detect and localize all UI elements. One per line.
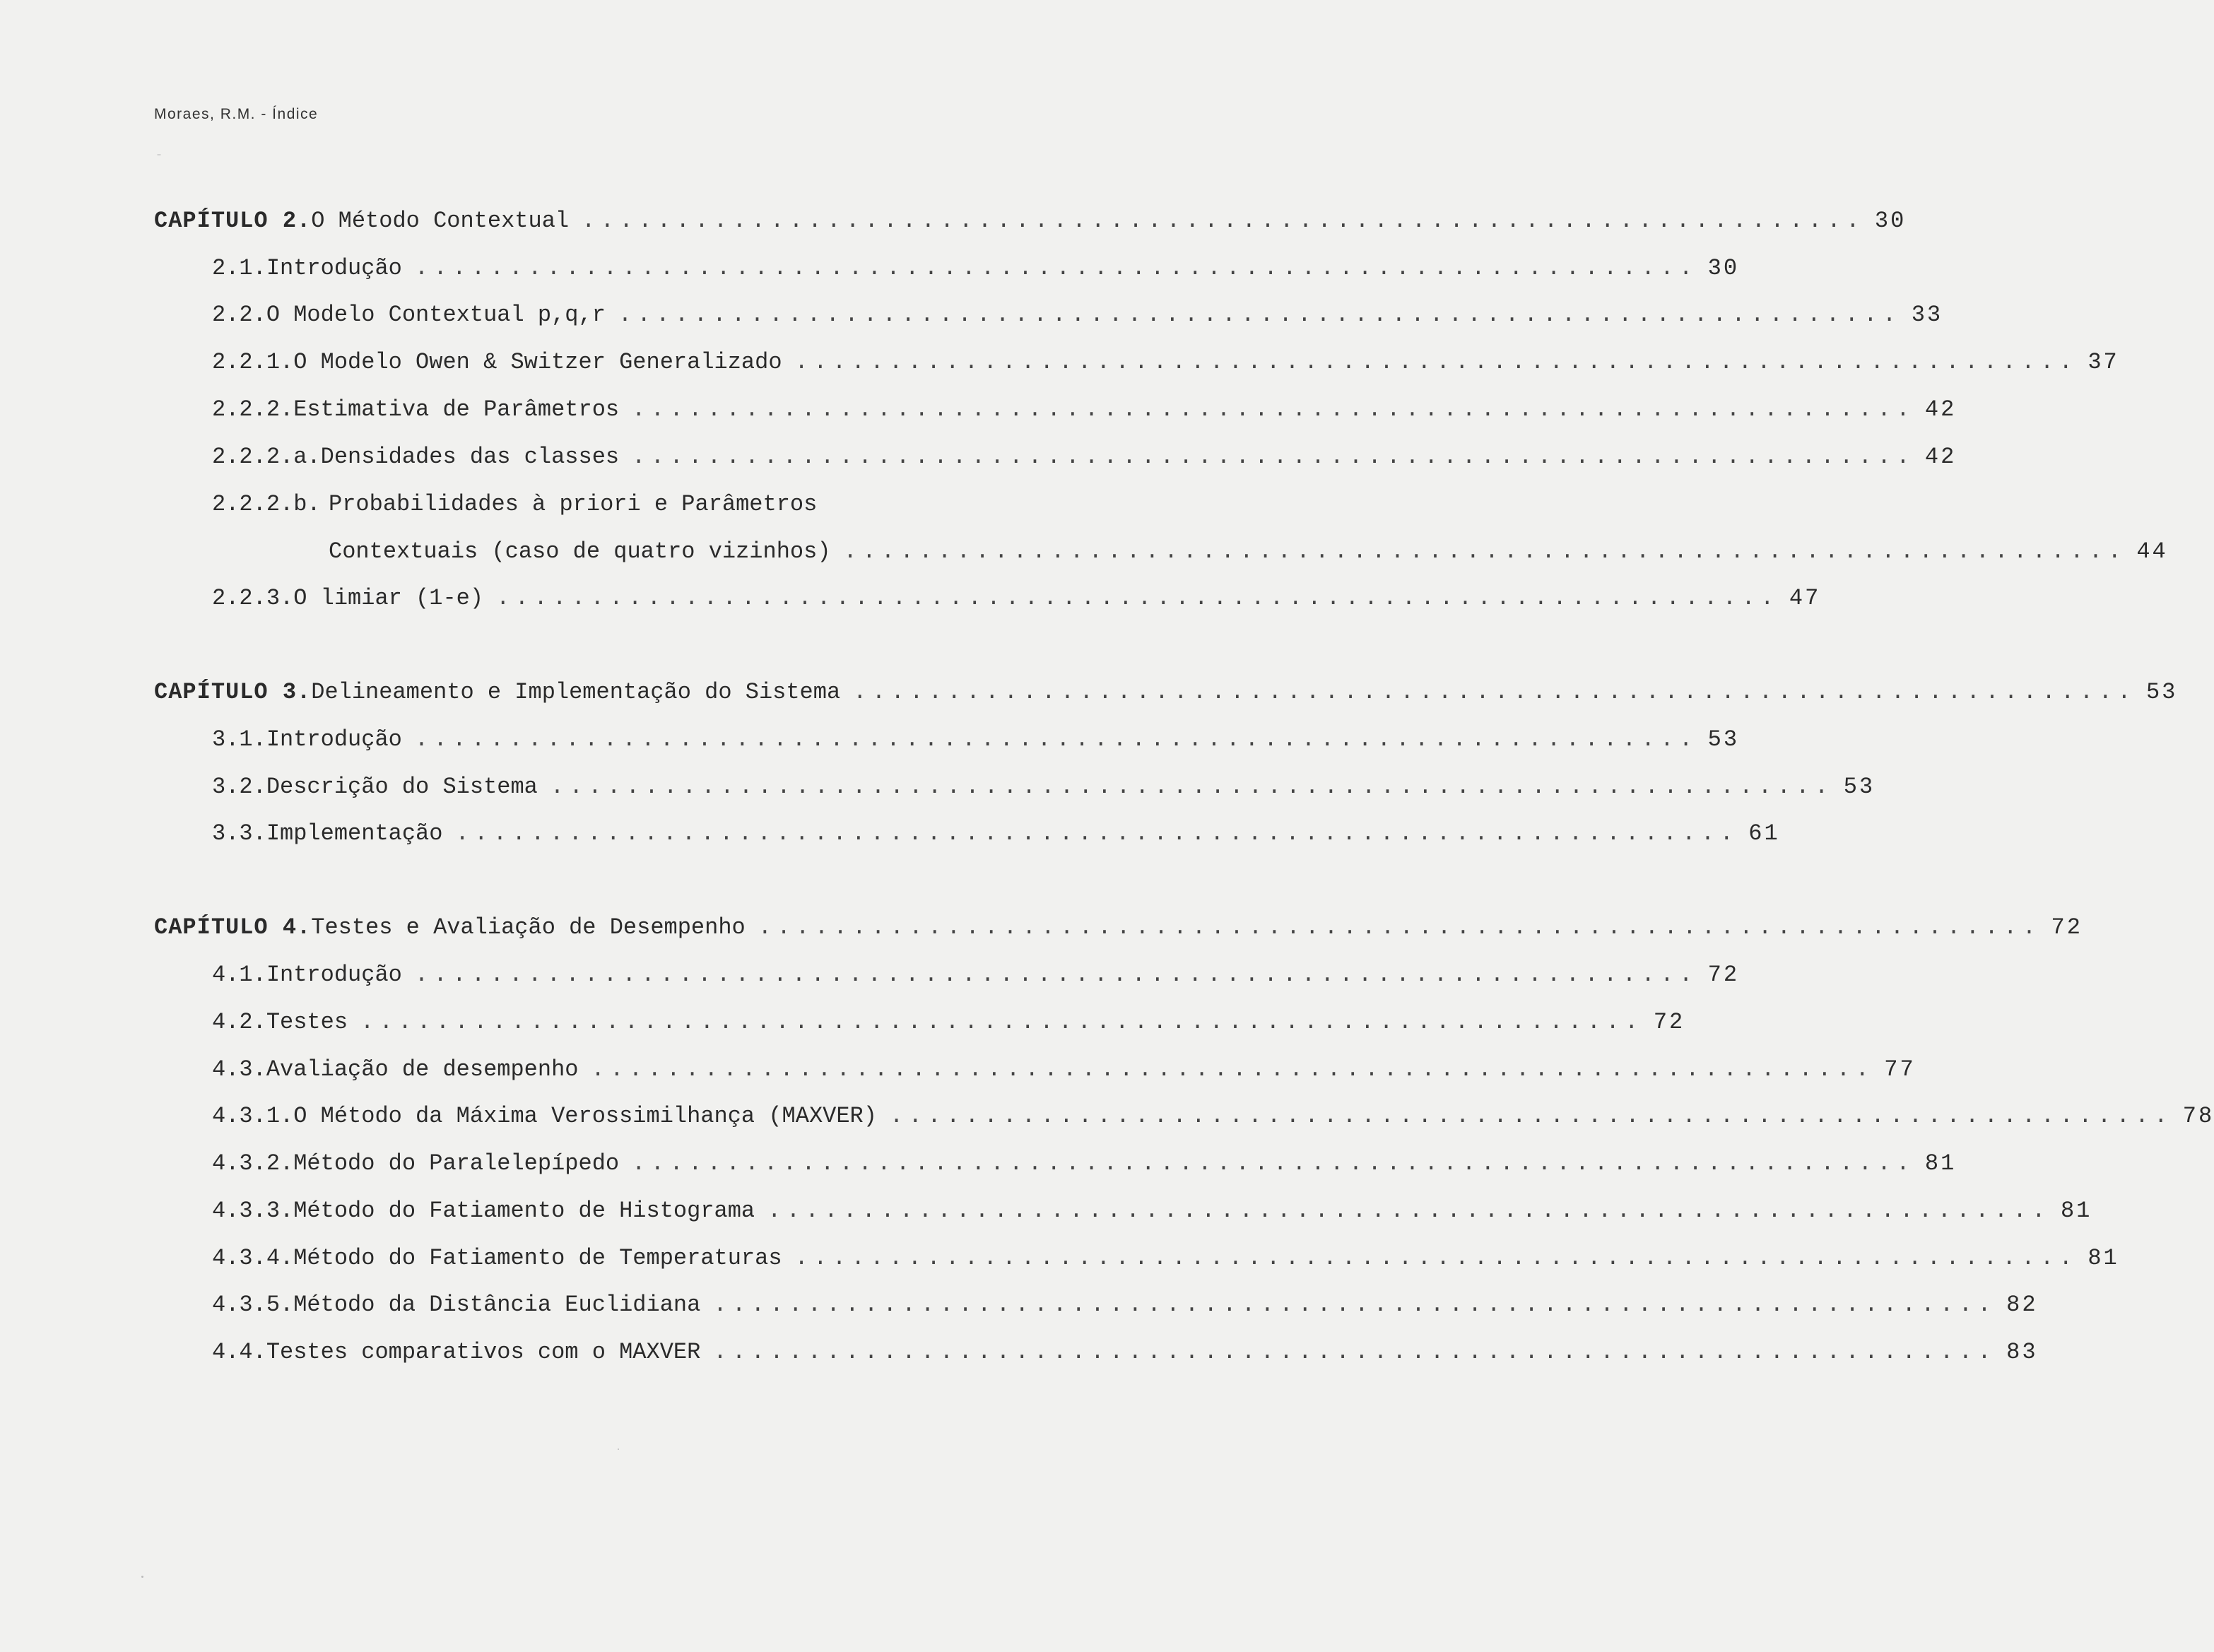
entry-page: 83 [2006, 1339, 2038, 1365]
toc-entry-continuation [329, 538, 2168, 566]
entry-title: O Método da Máxima Verossimilhança (MAXVER) [293, 1103, 877, 1129]
leader-dots: .................................................................... [758, 914, 2042, 940]
toc-entry [212, 1056, 1916, 1084]
leader-dots: .................................................................... [455, 820, 1739, 846]
leader-dots: .................................................................... [550, 774, 1834, 800]
entry-title: Testes comparativos com o MAXVER [266, 1339, 701, 1365]
entry-number: 3.1. [212, 726, 266, 753]
entry-title: Método da Distância Euclidiana [293, 1292, 701, 1318]
entry-title: Testes [266, 1009, 348, 1035]
entry-title: Introdução [266, 255, 402, 281]
entry-title: O Método Contextual [311, 208, 570, 234]
entry-title: O limiar (1-e) [293, 585, 484, 611]
leader-dots: .................................................................... [591, 1056, 1875, 1082]
entry-page: 53 [1843, 774, 1876, 800]
toc-entry [212, 443, 1957, 471]
entry-page: 53 [2145, 679, 2178, 705]
entry-number: 2.2.2.b. [212, 491, 321, 517]
toc-entry [212, 1197, 2092, 1225]
entry-number: 4.3. [212, 1056, 266, 1082]
toc-entry [212, 1008, 1685, 1037]
entry-page: 72 [2051, 914, 2083, 940]
entry-number: 4.3.1. [212, 1103, 294, 1129]
entry-title: Densidades das classes [320, 444, 620, 470]
entry-title: Método do Paralelepípedo [293, 1150, 620, 1176]
leader-dots: .................................................................... [632, 396, 1915, 423]
leader-dots: .................................................................... [843, 538, 2127, 565]
entry-title-continuation: Contextuais (caso de quatro vizinhos) [329, 538, 831, 565]
entry-number: CAPÍTULO 4. [154, 914, 312, 940]
entry-page: 82 [2006, 1292, 2038, 1318]
toc-entry [212, 820, 1780, 848]
entry-number: 2.2.2. [212, 396, 294, 423]
leader-dots: .................................................................... [414, 726, 1698, 753]
entry-page: 33 [1911, 302, 1943, 328]
toc-entry [212, 490, 1046, 519]
entry-number: 2.2.1. [212, 349, 294, 375]
entry-title: Método do Fatiamento de Histograma [293, 1198, 755, 1224]
toc-entry [212, 254, 1740, 283]
entry-page: 81 [1924, 1150, 1957, 1176]
entry-page: 42 [1924, 396, 1957, 423]
toc-entry [212, 726, 1740, 754]
toc-entry-chapter [154, 207, 1907, 235]
leader-dots: .................................................................... [496, 585, 1779, 611]
leader-dots: .................................................................... [582, 208, 1865, 234]
entry-title: Introdução [266, 726, 402, 753]
leader-dots: .................................................................... [632, 444, 1915, 470]
leader-dots: .................................................................... [414, 962, 1698, 988]
leader-dots: .................................................................... [632, 1150, 1915, 1176]
entry-page: 37 [2088, 349, 2119, 375]
leader-dots: .................................................................... [794, 1245, 2078, 1271]
entry-number: CAPÍTULO 2. [154, 208, 312, 234]
entry-title: Implementação [266, 820, 443, 846]
entry-number: 2.2. [212, 302, 266, 328]
entry-number: 3.3. [212, 820, 266, 846]
leader-dots: .................................................................... [794, 349, 2078, 375]
toc-entry [212, 301, 1943, 329]
leader-dots: .................................................................... [889, 1103, 2173, 1129]
toc-entry [212, 1244, 2119, 1273]
paper-speck [141, 1576, 143, 1578]
toc-entry [212, 961, 1740, 989]
entry-number: 4.1. [212, 962, 266, 988]
entry-number: 2.1. [212, 255, 266, 281]
leader-dots: .................................................................... [713, 1292, 1997, 1318]
toc-entry [212, 348, 2119, 377]
leader-dots: .................................................................... [360, 1009, 1644, 1035]
entry-title: Método do Fatiamento de Temperaturas [293, 1245, 782, 1271]
entry-number: 2.2.2.a. [212, 444, 321, 470]
toc-entry [212, 396, 1957, 424]
entry-number: CAPÍTULO 3. [154, 679, 312, 705]
entry-page: 61 [1748, 820, 1780, 846]
entry-title: O Modelo Contextual p,q,r [266, 302, 606, 328]
entry-page: 81 [2060, 1198, 2092, 1224]
toc-entry [212, 1102, 2214, 1131]
entry-number: 2.2.3. [212, 585, 294, 611]
entry-title: Probabilidades à priori e Parâmetros [329, 491, 818, 517]
entry-page: 30 [1874, 208, 1907, 234]
entry-number: 4.4. [212, 1339, 266, 1365]
entry-page: 81 [2088, 1245, 2119, 1271]
entry-title: Descrição do Sistema [266, 774, 538, 800]
paper-speck [157, 154, 161, 155]
paper-speck [618, 1449, 619, 1450]
entry-page: 78 [2182, 1103, 2214, 1129]
entry-number: 4.3.2. [212, 1150, 294, 1176]
entry-page: 47 [1789, 585, 1821, 611]
leader-dots: .................................................................... [767, 1198, 2051, 1224]
entry-title: Introdução [266, 962, 402, 988]
toc-entry [212, 584, 1821, 613]
leader-dots: .................................................................... [713, 1339, 1997, 1365]
leader-dots: .................................................................... [414, 255, 1698, 281]
entry-number: 3.2. [212, 774, 266, 800]
entry-page: 53 [1707, 726, 1740, 753]
entry-number: 4.3.4. [212, 1245, 294, 1271]
entry-page: 72 [1707, 962, 1740, 988]
entry-number: 4.3.3. [212, 1198, 294, 1224]
entry-title: O Modelo Owen & Switzer Generalizado [293, 349, 782, 375]
leader-dots: .................................................................... [618, 302, 1902, 328]
toc-entry-chapter [154, 914, 2083, 942]
toc-entry [212, 1150, 1957, 1178]
entry-page: 30 [1707, 255, 1740, 281]
entry-number: 4.2. [212, 1009, 266, 1035]
entry-title: Estimativa de Parâmetros [293, 396, 620, 423]
entry-title: Avaliação de desempenho [266, 1056, 579, 1082]
entry-title: Testes e Avaliação de Desempenho [311, 914, 746, 940]
toc-entry [212, 1338, 2038, 1367]
toc-entry [212, 773, 1876, 801]
leader-dots: .................................................................... [853, 679, 2136, 705]
entry-page: 42 [1924, 444, 1957, 470]
toc-entry-chapter [154, 678, 2178, 707]
entry-page: 44 [2136, 538, 2168, 565]
toc-entry [212, 1291, 2038, 1319]
entry-title: Delineamento e Implementação do Sistema [311, 679, 841, 705]
page-header: Moraes, R.M. - Índice [154, 106, 319, 122]
entry-number: 4.3.5. [212, 1292, 294, 1318]
entry-page: 77 [1884, 1056, 1916, 1082]
entry-page: 72 [1653, 1009, 1685, 1035]
